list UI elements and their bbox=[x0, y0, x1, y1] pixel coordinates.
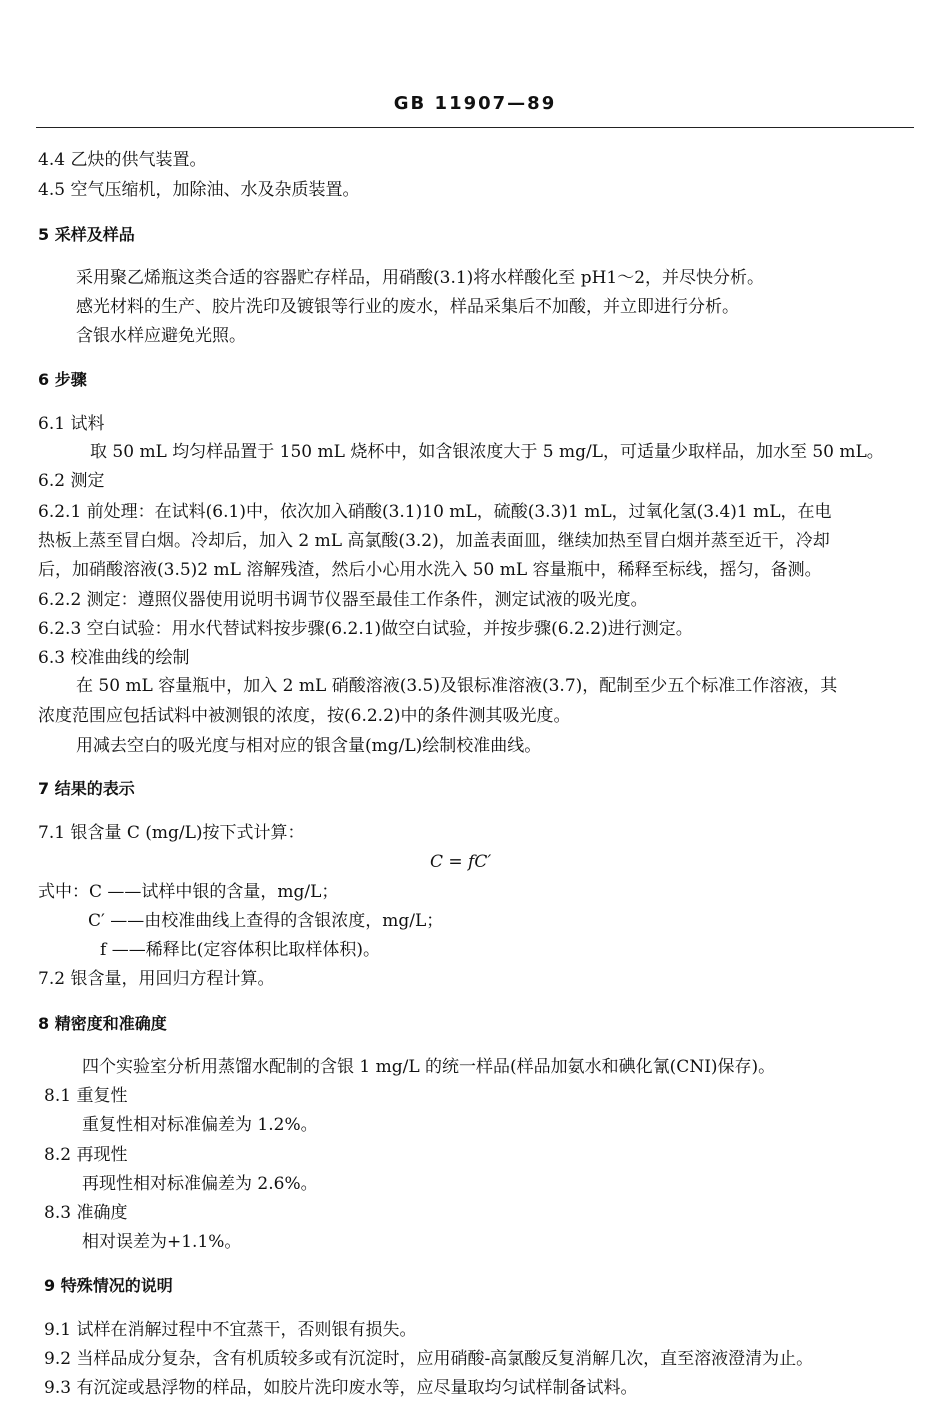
clause-6-2-2: 6.2.2 测定：遵照仪器使用说明书调节仪器至最佳工作条件，测定试液的吸光度。 bbox=[38, 590, 648, 610]
clause-8-1: 8.1 重复性 bbox=[44, 1086, 128, 1106]
clause-8-1-text: 重复性相对标准偏差为 1.2%。 bbox=[82, 1115, 318, 1135]
clause-6-2-1-line-3: 后，加硝酸溶液(3.5)2 mL 溶解残渣，然后小心用水洗入 50 mL 容量瓶中，稀释至标线，摇匀，备测。 bbox=[38, 560, 822, 580]
clause-6-1: 6.1 试料 bbox=[38, 414, 105, 434]
clause-6-1-text: 取 50 mL 均匀样品置于 150 mL 烧杯中，如含银浓度大于 5 mg/L，可适量少取样品，加水至 50 mL。 bbox=[90, 442, 884, 462]
clause-6-2-3: 6.2.3 空白试验：用水代替试料按步骤(6.2.1)做空白试验，并按步骤(6.2.2)进行测定。 bbox=[38, 619, 693, 639]
section-6-heading: 6 步骤 bbox=[38, 370, 87, 389]
section-5-heading: 5 采样及样品 bbox=[38, 225, 135, 244]
clause-6-2-1-line-1: 6.2.1 前处理：在试料(6.1)中，依次加入硝酸(3.1)10 mL，硫酸(3.3)1 mL，过氧化氢(3.4)1 mL，在电 bbox=[38, 502, 832, 522]
page-header-standard-number: GB 11907—89 bbox=[393, 93, 557, 114]
where-line-f: f ——稀释比(定容体积比取样体积)。 bbox=[100, 940, 380, 960]
where-line-c-prime: C′ ——由校准曲线上查得的含银浓度，mg/L； bbox=[88, 911, 444, 931]
section-5-paragraph-1: 采用聚乙烯瓶这类合适的容器贮存样品，用硝酸(3.1)将水样酸化至 pH1～2，并尽快分析。 bbox=[76, 268, 765, 288]
clause-9-1: 9.1 试样在消解过程中不宜蒸干，否则银有损失。 bbox=[44, 1320, 417, 1340]
header-divider bbox=[36, 127, 914, 128]
clause-6-3-line-2: 浓度范围应包括试料中被测银的浓度，按(6.2.2)中的条件测其吸光度。 bbox=[38, 706, 571, 726]
clause-6-2: 6.2 测定 bbox=[38, 471, 105, 491]
formula: C = fC′ bbox=[430, 852, 492, 872]
where-line-c: 式中：C ——试样中银的含量，mg/L； bbox=[38, 882, 339, 902]
section-8-paragraph: 四个实验室分析用蒸馏水配制的含银 1 mg/L 的统一样品(样品加氨水和碘化氰(CNI)保存)。 bbox=[82, 1057, 776, 1077]
clause-8-2-text: 再现性相对标准偏差为 2.6%。 bbox=[82, 1174, 318, 1194]
clause-8-2: 8.2 再现性 bbox=[44, 1145, 128, 1165]
section-9-heading: 9 特殊情况的说明 bbox=[44, 1276, 173, 1295]
clause-8-3-text: 相对误差为+1.1%。 bbox=[82, 1232, 242, 1252]
clause-6-2-1-line-2: 热板上蒸至冒白烟。冷却后，加入 2 mL 高氯酸(3.2)，加盖表面皿，继续加热至冒白烟并蒸至近干，冷却 bbox=[38, 531, 830, 551]
section-5-paragraph-3: 含银水样应避免光照。 bbox=[76, 326, 246, 346]
clause-8-3: 8.3 准确度 bbox=[44, 1203, 128, 1223]
section-5-paragraph-2: 感光材料的生产、胶片洗印及镀银等行业的废水，样品采集后不加酸，并立即进行分析。 bbox=[76, 297, 739, 317]
clause-4-5: 4.5 空气压缩机，加除油、水及杂质装置。 bbox=[38, 180, 360, 200]
clause-6-3: 6.3 校准曲线的绘制 bbox=[38, 648, 190, 668]
clause-9-3: 9.3 有沉淀或悬浮物的样品，如胶片洗印废水等，应尽量取均匀试样制备试料。 bbox=[44, 1378, 638, 1398]
clause-4-4: 4.4 乙炔的供气装置。 bbox=[38, 150, 207, 170]
clause-7-2: 7.2 银含量，用回归方程计算。 bbox=[38, 969, 275, 989]
clause-7-1: 7.1 银含量 C (mg/L)按下式计算： bbox=[38, 823, 305, 843]
clause-9-2: 9.2 当样品成分复杂，含有机质较多或有沉淀时，应用硝酸-高氯酸反复消解几次，直至溶液澄清为止。 bbox=[44, 1349, 814, 1369]
section-8-heading: 8 精密度和准确度 bbox=[38, 1014, 167, 1033]
section-7-heading: 7 结果的表示 bbox=[38, 779, 135, 798]
clause-6-3-line-3: 用减去空白的吸光度与相对应的银含量(mg/L)绘制校准曲线。 bbox=[76, 736, 542, 756]
clause-6-3-line-1: 在 50 mL 容量瓶中，加入 2 mL 硝酸溶液(3.5)及银标准溶液(3.7)，配制至少五个标准工作溶液，其 bbox=[76, 676, 838, 696]
